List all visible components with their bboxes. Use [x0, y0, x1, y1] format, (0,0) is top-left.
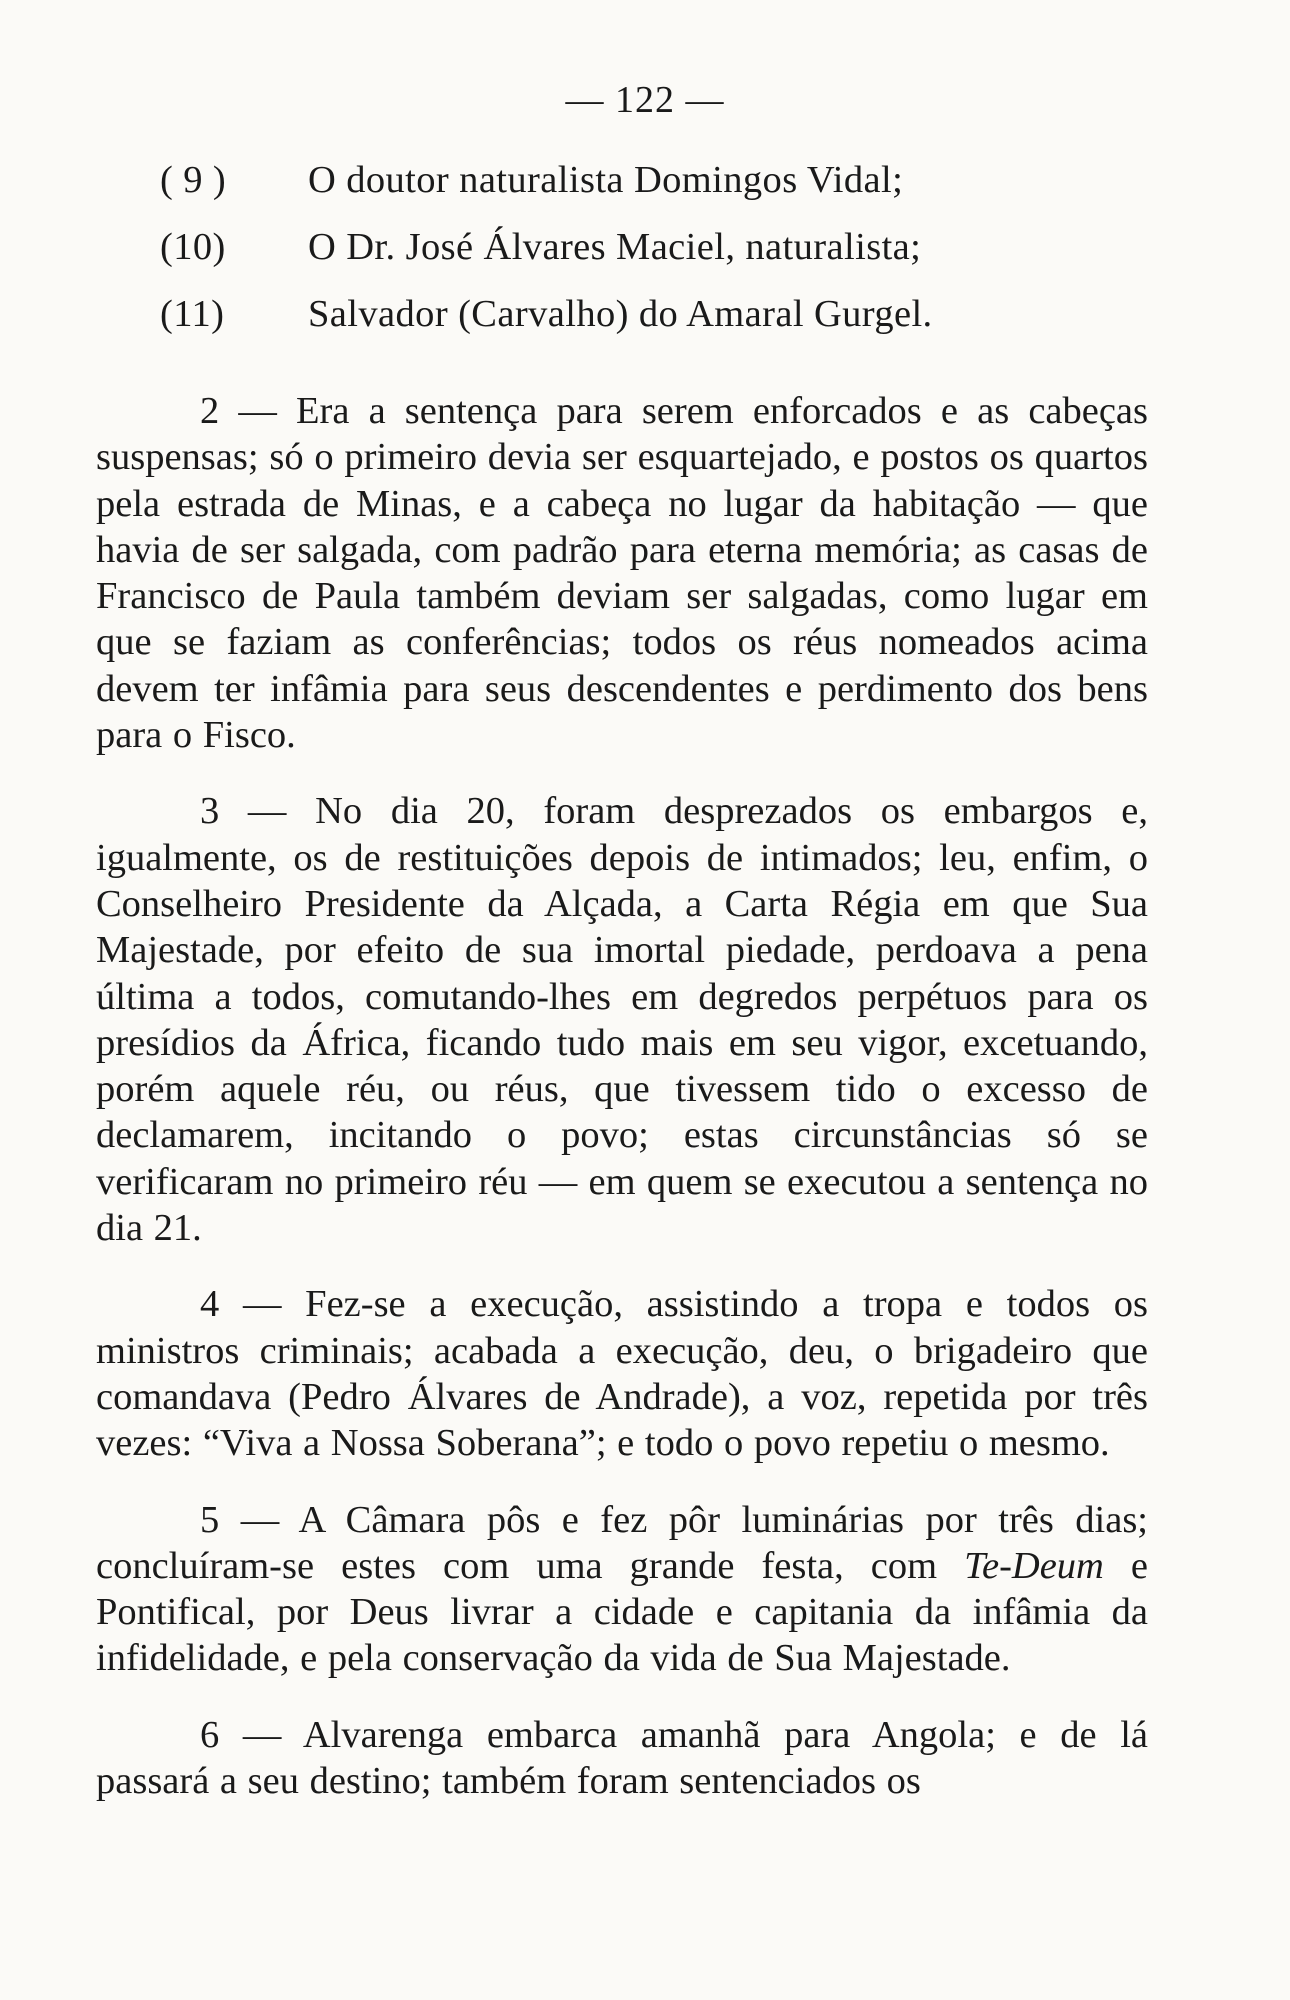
paragraph-2: 2 — Era a sentença para serem enforcados e as cabeças suspensas; só o primeiro devia ser esquartejado, e postos os quartos pela estrada de Minas, e a cabeça no lugar da habitação — que havia de ser salgada, com padrão para eterna memória; as casas de Francisco de Paula também deviam ser salgadas, como lugar em que se faziam as conferências; todos os réus nomeados acima devem ter infâmia para seus descendentes e perdimento dos bens para o Fisco. — [96, 390, 1148, 757]
list-item — [160, 225, 1160, 292]
page-number: — 122 — — [565, 79, 725, 121]
paragraph-4: 4 — Fez-se a execução, assistindo a tropa e todos os ministros criminais; acabada a execução, deu, o brigadeiro que comandava (Pedro Álvares de Andrade), a voz, repetida por três vezes: “Viva a Nossa Soberana”; e todo o povo repetiu o mesmo. — [96, 1283, 1148, 1465]
list-item-text: O Dr. José Álvares Maciel, naturalista; — [308, 226, 922, 268]
paragraph-5-italic-term: Te-Deum — [964, 1544, 1104, 1587]
list-item — [160, 158, 1160, 225]
paragraph-5-text-before: 5 — A Câmara pôs e fez pôr luminárias por três dias; concluíram-se estes com uma grande festa, com — [96, 1498, 1148, 1587]
list-item-number: (10) — [160, 226, 226, 268]
list-item — [160, 292, 1160, 359]
paragraph-3: 3 — No dia 20, foram desprezados os embargos e, igualmente, os de restituições depois de intimados; leu, enfim, o Conselheiro Presidente da Alçada, a Carta Régia em que Sua Majestade, por efeito de sua imortal piedade, perdoava a pena última a todos, comutando-lhes em degredos perpétuos para os presídios da África, ficando tudo mais em seu vigor, excetuando, porém aquele réu, ou réus, que tivessem tido o excesso de declamarem, incitando o povo; estas circunstâncias só se verificaram no primeiro réu — em quem se executou a sentença no dia 21. — [96, 790, 1148, 1250]
paragraph-5-text-after: e Pontifical, por Deus livrar a cidade e capitania da infâmia da infidelidade, e pela conservação da vida de Sua Majestade. — [96, 1544, 1148, 1680]
list-item-number: ( 9 ) — [160, 159, 227, 201]
paragraph-6: 6 — Alvarenga embarca amanhã para Angola; e de lá passará a seu destino; também foram sentenciados os — [96, 1713, 1148, 1803]
body-text — [96, 388, 1148, 1834]
list-item-text: Salvador (Carvalho) do Amaral Gurgel. — [308, 293, 933, 335]
list-item-text: O doutor naturalista Domingos Vidal; — [308, 159, 904, 201]
paragraph-5 — [96, 1497, 1148, 1682]
defendants-list — [160, 158, 1160, 359]
list-item-number: (11) — [160, 293, 225, 335]
